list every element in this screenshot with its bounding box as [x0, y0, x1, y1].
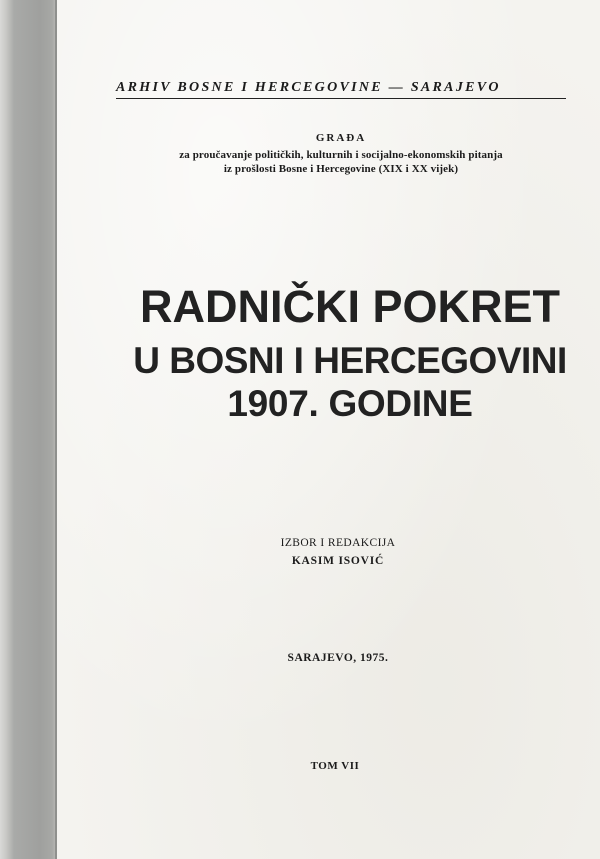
book-title-line-3: 1907. GODINE: [227, 383, 473, 424]
editor-name: KASIM ISOVIĆ: [291, 555, 385, 567]
series-title: GRAĐA: [315, 132, 367, 144]
volume-number: TOM VII: [310, 760, 360, 772]
book-title-line-1: RADNIČKI POKRET: [139, 281, 560, 332]
publication-place-year: SARAJEVO, 1975.: [287, 652, 389, 664]
series-description-line-2: iz prošlosti Bosne i Hercegovine (XIX i XX vijek): [223, 163, 459, 175]
series-description-line-1: za proučavanje političkih, kulturnih i socijalno-ekonomskih pitanja: [179, 149, 503, 161]
publisher-header: ARHIV BOSNE I HERCEGOVINE — SARAJEVO: [116, 80, 566, 99]
book-spine: [0, 0, 57, 859]
book-title-line-2: U BOSNI I HERCEGOVINI: [133, 340, 567, 381]
editor-role: IZBOR I REDAKCIJA: [280, 537, 396, 549]
book-cover: [57, 0, 600, 859]
